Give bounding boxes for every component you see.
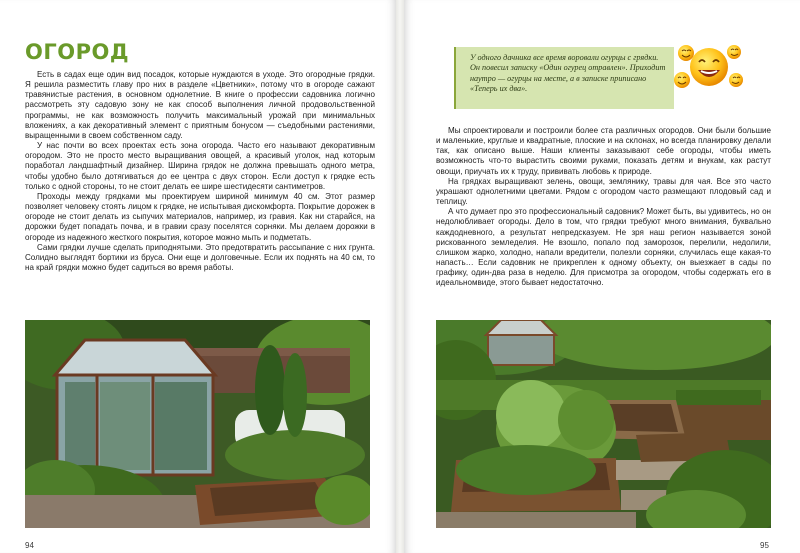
greenhouse-garden-photo [25,320,370,528]
paragraph: У нас почти во всех проектах есть зона огорода. Часто его называют декоративным огородом. Это не просто место выращивания овощей, а красивый уголок, над которым поработал ландшафтный дизайнер. Ширина грядок не должна превышать одного метра, чтобы удобно было дотягиваться до ее центра с двух сторон. Если доступ к грядке есть только с одной стороны, то не стоит делать ее шире шестидесяти сантиметров. [25,141,375,191]
raised-beds-garden-photo [436,320,771,528]
paragraph: Есть в садах еще один вид посадок, которые нуждаются в уходе. Это огородные грядки. Я решила разместить главу про них в разделе «Цветники», потому что в огороде сажают травянистые растения, в основном однолетние. В книге о профессии садовника логично рассмотреть эту садовую зону не как способ выполнения личной продовольственной программы, не как возможность получить максимальный урожай при минимальных вложениях, а как декоративный элемент с приятным бонусом — съедобными растениями, выращенными в своем собственном саду. [25,70,375,140]
paragraph: Мы спроектировали и построили более ста различных огородов. Они были большие и маленькие, круглые и квадратные, плоские и на склонах, но всегда планировку делали так, как описано выше. Наши клиенты заказывают себе огороды, чтобы иметь возможность что-то вырастить своими руками, показать детям и внукам, как растут овощи, приучать их к труду, прививать любовь к природе. [436,126,771,176]
page-number: 95 [760,541,769,550]
joke-note-text: У одного дачника все время воровали огурцы с грядки. Он повесил записку «Один огурец отравлен». Приходит наутро — огурцы на месте, а в записке приписано «Теперь их два». [470,53,666,93]
page-title: ОГОРОД [25,40,130,64]
laughing-smiley-icon [672,40,744,96]
paragraph: Проходы между грядками мы проектируем шириной минимум 40 см. Этот размер позволяет человеку стоять лицом к грядке, не испытывая дискомфорта. Покрытие дорожек в огороде не стоит делать из сыпучих материалов, например, из гравия. Как ни старайся, на дорожки будет попадать почва, и в гравии сразу поселятся сорняки. Мы делаем дорожки в огороде из надежного жесткого покрытия, которое можно мыть и подметать. [25,191,375,242]
book-gutter [396,0,404,553]
left-body-text [25,70,375,273]
paragraph: А что думает про это профессиональный садовник? Может быть, вы удивитесь, но он недолюбливает огороды. Дело в том, что грядки требуют много внимания, буквально каждодневного, а результат непредсказуем. Не зря наш регион называется зоной рискованного земледелия. Не взошло, попало под заморозок, перелили, недолили, слишком жарко, холодно, напали вредители, полезли сорняки, случилась еще какая-то напасть… Если садовник не прикреплен к одному объекту, он выезжает в сады по графику, один-два раза в неделю. Для присмотра за огородом, чтобы содержать его в идеальномвиде, этого бывает недостаточно. [436,207,771,288]
paragraph: Сами грядки лучше сделать приподнятыми. Это предотвратить рассыпание с них грунта. Солидно выглядят бортики из бруса. Они еще и долговечные. Если их поднять на 40 см, то на край грядки можно будет садиться во время работы. [25,242,375,272]
right-body-text [436,126,771,289]
paragraph: На грядках выращивают зелень, овощи, землянику, травы для чая. Все это часто украшают однолетними цветами. Рядом с огородом часто размещают плодовый сад и теплицу. [436,176,771,207]
left-page [0,0,396,553]
joke-note-box [454,47,674,109]
page-number: 94 [25,541,34,550]
